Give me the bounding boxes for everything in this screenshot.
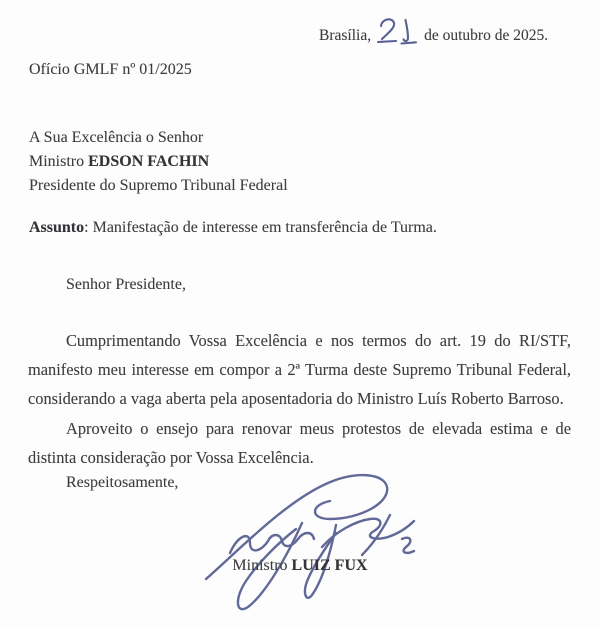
signature-ink [190, 467, 440, 624]
reference-number: Ofício GMLF nº 01/2025 [29, 61, 192, 78]
addressee-name-prefix: Ministro [29, 153, 89, 170]
subject-text: : Manifestação de interesse em transferência de Turma. [84, 219, 437, 236]
addressee-name: EDSON FACHIN [88, 153, 210, 170]
salutation: Senhor Presidente, [66, 276, 186, 293]
dateline-city: Brasília, [319, 27, 372, 44]
letter-body [28, 326, 571, 472]
addressee-title: Presidente do Supremo Tribunal Federal [29, 177, 288, 194]
body-paragraph-1: Cumprimentando Vossa Excelência e nos termos do art. 19 do RI/STF, manifesto meu interesse em compor a 2ª Turma deste Supremo Tribunal Federal, considerando a vaga aberta pela aposentadoria do Ministro Luís Roberto Barroso. [28, 331, 571, 409]
dateline [319, 14, 548, 45]
subject-line [29, 219, 437, 237]
addressee-honorific: A Sua Excelência o Senhor [29, 129, 204, 146]
signature-name-prefix: Ministro [232, 557, 292, 574]
dateline-rest: de outubro de 2025. [424, 27, 549, 44]
handwritten-day [375, 14, 419, 51]
handwritten-day-ink [375, 14, 419, 46]
subject-label: Assunto [29, 219, 85, 236]
signature-line [150, 557, 450, 575]
body-paragraph-2: Aproveito o ensejo para renovar meus protestos de elevada estima e de distinta consideração por Vossa Excelência. [28, 418, 571, 467]
signature-luiz-fux-icon [190, 467, 440, 619]
addressee-name-line [29, 150, 288, 174]
closing: Respeitosamente, [66, 474, 179, 491]
addressee-block [29, 126, 288, 198]
minister-name: LUIZ FUX [291, 557, 368, 574]
